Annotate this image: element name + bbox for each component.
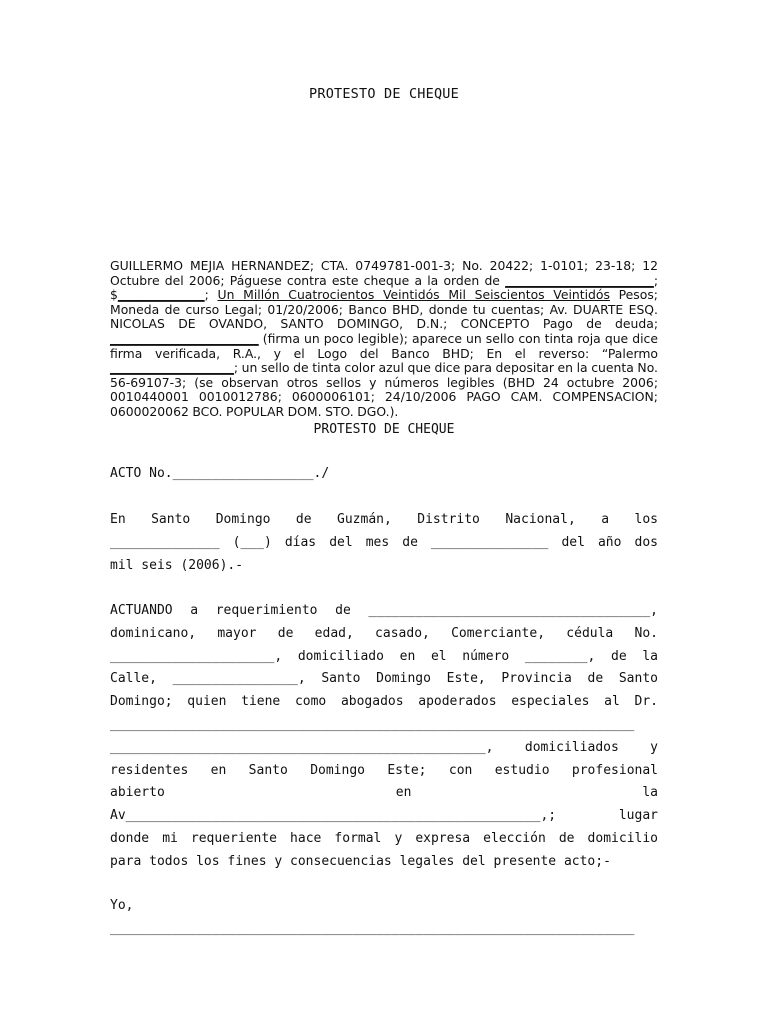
actuando-line-7: ________________________________________________, domiciliados y xyxy=(110,739,658,755)
cheque-text-2: ; $ xyxy=(110,272,659,303)
section-title: PROTESTO DE CHEQUE xyxy=(313,422,455,437)
actuando-line-12: para todos los fines y consecuencias legales del presente acto;- xyxy=(110,853,611,869)
actuando-line-10: Av_____________________________________________________,; lugar xyxy=(110,808,658,824)
cheque-text-4: Pesos; Moneda de curso Legal; 01/20/2006; Banco BHD, donde tu cuentas; Av. DUARTE ESQ. NICOLAS DE OVANDO, SANTO DOMINGO, D.N.; CONCEPTO Pago de deuda; xyxy=(110,287,658,332)
yo-paragraph xyxy=(110,895,658,941)
date-paragraph xyxy=(110,509,658,577)
concept-blank: ________________________ xyxy=(110,330,259,346)
actuando-paragraph xyxy=(110,600,658,874)
yo-line-1: Yo, xyxy=(110,898,134,913)
actuando-line-3: _____________________, domiciliado en el número ________, de la xyxy=(110,648,658,664)
actuando-line-6: ___________________________________________________________________ xyxy=(110,716,635,732)
actuando-line-8: residentes en Santo Domingo Este; con estudio profesional xyxy=(110,762,658,778)
date-line-3: mil seis (2006).- xyxy=(110,557,244,573)
actuando-line-2: dominicano, mayor de edad, casado, Comerciante, cédula No. xyxy=(110,625,658,641)
acto-number xyxy=(110,463,658,486)
yo-line-2: ___________________________________________________________________ xyxy=(110,920,635,936)
amount-in-words: Un Millón Cuatrocientos Veintidós Mil Seiscientos Veintidós xyxy=(217,287,610,303)
date-line-2: ______________ (___) días del mes de _______________ del año dos xyxy=(110,534,658,550)
cheque-text-6: ; un sello de tinta color azul que dice para depositar en la cuenta No. 56-69107-3; (se observan otros sellos y números legibles (BHD 24 octubre 2006; 0010440001 0010012786; 0600006101; 24/10/2006 PAGO CAM. COMPENSACION; 0600020062 BCO. POPULAR DOM. STO. DGO.). xyxy=(110,360,658,419)
cheque-text-1: GUILLERMO MEJIA HERNANDEZ; CTA. 0749781-001-3; No. 20422; 1-0101; 23-18; 12 Octubre del 2006; Páguese contra este cheque a la orden de xyxy=(110,258,658,288)
acto-line: ACTO No.__________________./ xyxy=(110,466,330,481)
reverse-blank: ____________________ xyxy=(110,360,234,376)
document-title: PROTESTO DE CHEQUE xyxy=(309,86,459,102)
cheque-description xyxy=(110,259,658,420)
cheque-text-5: (firma un poco legible); aparece un sello con tinta roja que dice firma verificada, R.A., y el Logo del Banco BHD; En el reverso: “Palermo xyxy=(110,330,658,361)
actuando-line-9: abierto en la xyxy=(110,785,658,801)
actuando-line-1: ACTUANDO a requerimiento de ____________________________________, xyxy=(110,603,658,618)
date-line-1: En Santo Domingo de Guzmán, Distrito Nacional, a los xyxy=(110,512,658,527)
actuando-line-5: Domingo; quien tiene como abogados apoderados especiales al Dr. xyxy=(110,694,658,710)
cheque-text-3: ; xyxy=(204,287,209,303)
amount-blank: ______________ xyxy=(117,287,205,303)
actuando-line-4: Calle, ________________, Santo Domingo Este, Provincia de Santo xyxy=(110,671,658,687)
payee-blank: ________________________ xyxy=(505,272,654,288)
actuando-line-11: donde mi requeriente hace formal y expresa elección de domicilio xyxy=(110,830,658,846)
